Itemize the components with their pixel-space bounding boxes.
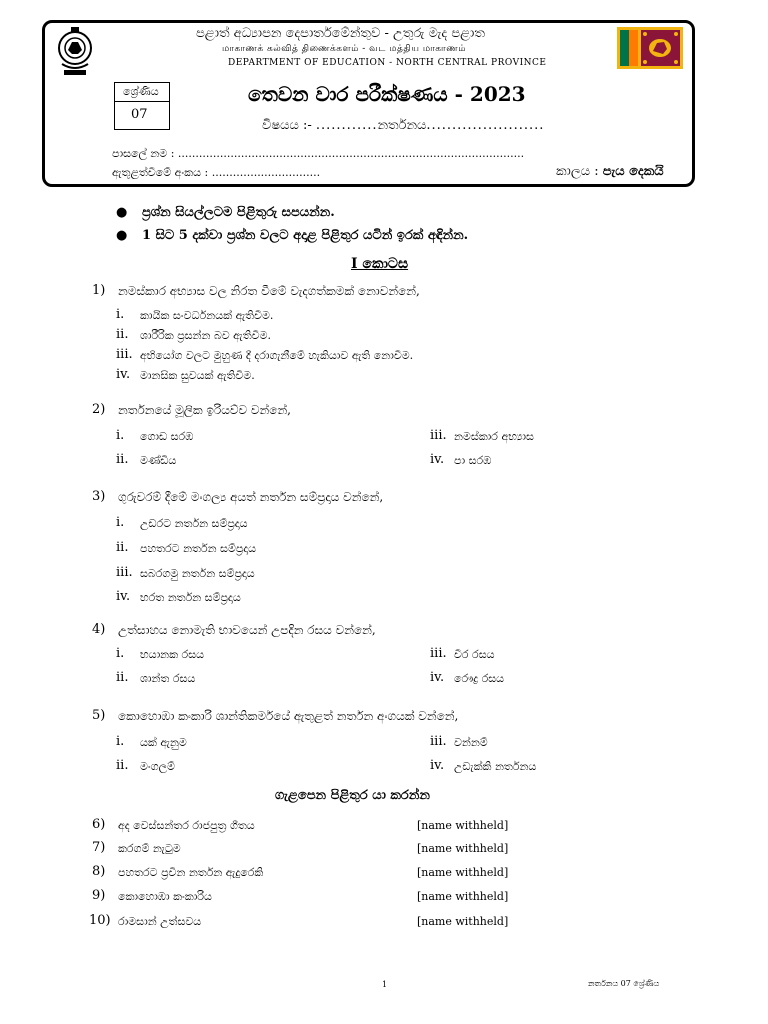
department-name-english: DEPARTMENT OF EDUCATION - NORTH CENTRAL PROVINCE bbox=[228, 58, 547, 68]
subject-dots-after: ....................... bbox=[426, 118, 545, 133]
option-text: වීර රසය bbox=[454, 648, 495, 661]
grade-label: ශ්‍රේණිය bbox=[123, 85, 159, 98]
department-name-tamil: மாகாணக் கல்வித் திணைக்களம் - வட மத்திய மாகாணம் bbox=[222, 44, 466, 54]
option-text: මානසික සුවයක් ඇතිවීම. bbox=[140, 369, 255, 382]
grade-value: 07 bbox=[131, 107, 148, 122]
match-right-item: [name withheld] bbox=[417, 890, 509, 903]
option-label: iv. bbox=[116, 589, 131, 604]
option-label: ii. bbox=[116, 452, 129, 467]
option-text: මණ්ඩිය bbox=[140, 454, 177, 467]
question-text: නර්තනයේ මූලික ඉරියව්ව වන්නේ, bbox=[118, 403, 291, 417]
option-text: භයානක රසය bbox=[140, 648, 205, 661]
option-text: මංගලම් bbox=[140, 760, 175, 773]
option-label: iii. bbox=[116, 347, 133, 362]
option-text: වන්නම් bbox=[454, 736, 488, 749]
sri-lanka-flag-icon bbox=[617, 27, 683, 69]
sri-lanka-emblem-icon bbox=[54, 26, 96, 78]
time-value: පැය දෙකයි bbox=[602, 164, 664, 179]
match-left-item: රාමසාන් උත්සවය bbox=[118, 915, 202, 928]
index-number-label: ඇතුළත්වීමේ අංකය : bbox=[112, 166, 209, 179]
time-label: කාලය : bbox=[556, 164, 599, 179]
bullet-icon: ● bbox=[116, 205, 128, 220]
school-name-dots: ................................................................................................... bbox=[177, 147, 525, 160]
match-left-item: කරගම් නැටුම bbox=[118, 842, 181, 855]
option-text: කායික සංවර්ධනයක් ඇතිවීම. bbox=[140, 309, 274, 322]
option-label: ii. bbox=[116, 758, 129, 773]
option-label: i. bbox=[116, 515, 125, 530]
option-label: i. bbox=[116, 307, 125, 322]
option-text: උඩරට නර්තන සම්ප්‍රදාය bbox=[140, 517, 248, 530]
option-label: ii. bbox=[116, 670, 129, 685]
section-title: I කොටස bbox=[351, 256, 409, 272]
option-label: iii. bbox=[430, 646, 447, 661]
option-label: ii. bbox=[116, 327, 129, 342]
option-text: යක් ඇනුම bbox=[140, 736, 187, 749]
option-label: iv. bbox=[430, 670, 445, 685]
subject-line bbox=[262, 118, 544, 133]
match-number: 8) bbox=[92, 864, 106, 879]
option-text: උඩැක්කි නර්තනය bbox=[454, 760, 537, 773]
school-name-label: පාසලේ නම : bbox=[112, 147, 175, 160]
option-label: iii. bbox=[430, 428, 447, 443]
option-text: ශාන්ත රසය bbox=[140, 672, 196, 685]
time-line bbox=[556, 164, 664, 179]
option-label: ii. bbox=[116, 540, 129, 555]
question-text: නමස්කාර අභ්‍යාස වල නිරත වීමේ වැදගත්කමක් නොවන්නේ, bbox=[118, 284, 420, 298]
match-right-item: [name withheld] bbox=[417, 819, 509, 832]
exam-title: තෙවන වාර පරීක්ෂණය - 2023 bbox=[248, 82, 526, 106]
question-number: 2) bbox=[92, 402, 106, 417]
question-text: ගුරුවරම් දීමේ මංගල්‍ය අයත් නර්තන සම්ප්‍රදාය වන්නේ, bbox=[118, 490, 384, 504]
matching-section-title: ගැළපෙන පිළිතුර යා කරන්න bbox=[275, 788, 430, 803]
option-label: i. bbox=[116, 646, 125, 661]
option-text: අභියෝග වලට මුහුණ දී දරාගැනීමේ හැකියාව ඇති නොවීම. bbox=[140, 349, 414, 362]
option-text: පා සරඹ bbox=[454, 454, 492, 467]
option-label: iv. bbox=[430, 452, 445, 467]
index-number-dots: ............................... bbox=[211, 166, 321, 179]
option-label: iv. bbox=[116, 367, 131, 382]
question-number: 1) bbox=[92, 283, 106, 298]
instruction-1: ප්‍රශ්න සියල්ලටම පිළිතුරු සපයන්න. bbox=[142, 205, 335, 220]
index-number-line bbox=[112, 166, 320, 180]
option-label: i. bbox=[116, 428, 125, 443]
grade-box bbox=[114, 82, 170, 130]
match-left-item: පහතරට ප්‍රවීන නර්තන ඇදුරෙකි bbox=[118, 866, 264, 879]
page-number: 1 bbox=[382, 980, 388, 989]
option-label: iv. bbox=[430, 758, 445, 773]
instruction-2: 1 සිට 5 දක්වා ප්‍රශ්න වලට අදාළ පිළිතුර යටින් ඉරක් අඳින්න. bbox=[142, 228, 469, 243]
match-right-item: [name withheld] bbox=[417, 842, 509, 855]
school-name-line bbox=[112, 147, 524, 161]
subject-value: නර්තනය bbox=[377, 118, 427, 133]
department-name-sinhala: පළාත් අධ්‍යාපන දෙපාර්තමේන්තුව - උතුරු මැද පළාත bbox=[196, 26, 485, 41]
option-text: ශාරීරික ප්‍රසන්න බව ඇතිවීම. bbox=[140, 329, 271, 342]
match-right-item: [name withheld] bbox=[417, 915, 509, 928]
option-label: i. bbox=[116, 734, 125, 749]
match-left-item: කොහොඹා කංකාරිය bbox=[118, 890, 212, 903]
option-text: නමස්කාර අභ්‍යාස bbox=[454, 430, 534, 443]
option-text: සබරගමු නර්තන සම්ප්‍රදාය bbox=[140, 567, 255, 580]
match-number: 10) bbox=[89, 913, 111, 928]
question-number: 3) bbox=[92, 489, 106, 504]
match-number: 7) bbox=[92, 840, 106, 855]
option-text: භරත නර්තන සම්ප්‍රදාය bbox=[140, 591, 241, 604]
option-text: ගොඩ සරඹ bbox=[140, 430, 194, 443]
subject-label: විෂයය :- bbox=[262, 118, 312, 133]
option-text: රෞද්‍ර රසය bbox=[454, 672, 505, 685]
bullet-icon: ● bbox=[116, 228, 128, 243]
option-text: පහතරට නර්තන සම්ප්‍රදාය bbox=[140, 542, 257, 555]
question-text: කොහොඹා කංකාරි ශාන්තිකර්මයේ ඇතුළත් නර්තන අංගයක් වන්නේ, bbox=[118, 709, 459, 723]
question-text: උත්සාහය නොමැති භාවයෙන් උපදින රසය වන්නේ, bbox=[118, 623, 376, 637]
match-left-item: අද වෙස්සන්තර රාජපුත්‍ර ගීතය bbox=[118, 819, 255, 832]
match-number: 6) bbox=[92, 817, 106, 832]
option-label: iii. bbox=[116, 565, 133, 580]
question-number: 5) bbox=[92, 708, 106, 723]
question-number: 4) bbox=[92, 622, 106, 637]
subject-dots: ............ bbox=[315, 118, 378, 133]
footer-subject-grade: නර්තනය 07 ශ්‍රේණිය bbox=[588, 979, 660, 988]
match-number: 9) bbox=[92, 888, 106, 903]
match-right-item: [name withheld] bbox=[417, 866, 509, 879]
option-label: iii. bbox=[430, 734, 447, 749]
